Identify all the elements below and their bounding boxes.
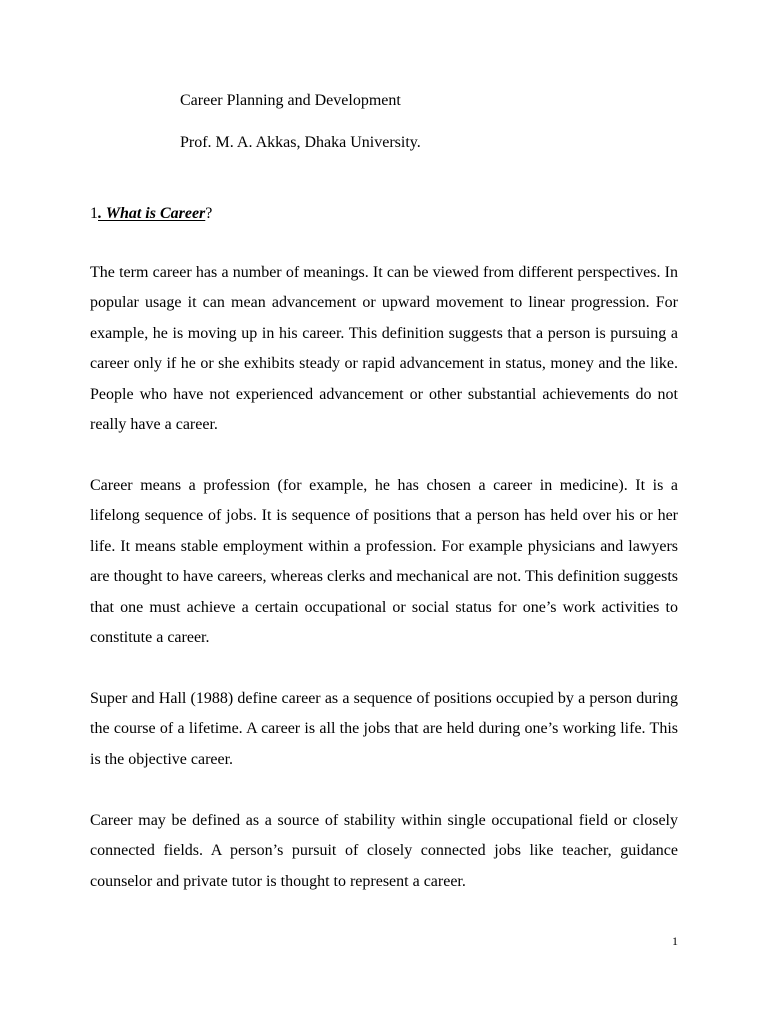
paragraph-1: The term career has a number of meanings. It can be viewed from different perspectives. In popular usage it can mean advancement or upward movement to linear progression. For example, he is moving up in his career. This definition suggests that a person is pursuing a career only if he or she exhibits steady or rapid advancement in status, money and the like. People who have not experienced advancement or other substantial achievements do not really have a career.: [90, 264, 678, 434]
paragraph-2: Career means a profession (for example, he has chosen a career in medicine). It is a lifelong sequence of jobs. It is sequence of positions that a person has held over his or her life. It means stable employment within a profession. For example physicians and lawyers are thought to have careers, whereas clerks and mechanical are not. This definition suggests that one must achieve a certain occupational or social status for one’s work activities to constitute a career.: [90, 477, 678, 647]
document-author: Prof. M. A. Akkas, Dhaka University.: [180, 134, 421, 151]
section-separator: .: [98, 205, 102, 222]
section-suffix: ?: [205, 205, 213, 222]
section-title: [98, 205, 205, 222]
paragraph-3: Super and Hall (1988) define career as a sequence of positions occupied by a person during the course of a lifetime. A career is all the jobs that are held during one’s working life. This is the objective career.: [90, 690, 678, 768]
section-heading: [90, 204, 212, 224]
paragraph-4: Career may be defined as a source of stability within single occupational field or closely connected fields. A person’s pursuit of closely connected jobs like teacher, guidance counselor and private tutor is thought to represent a career.: [90, 812, 678, 890]
document-title: Career Planning and Development: [180, 92, 401, 109]
page-number: 1: [672, 934, 678, 948]
section-title-text: What is Career: [102, 205, 206, 222]
section-number: 1: [90, 205, 98, 222]
